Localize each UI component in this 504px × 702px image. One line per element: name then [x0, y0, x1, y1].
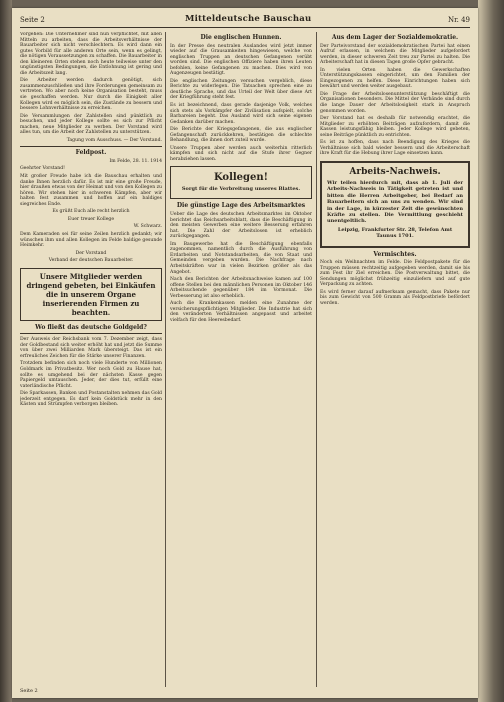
kollegen-title: Kollegen!	[213, 172, 269, 184]
thanks-text: Dem Kameraden sei für seine Zeilen herzlich gedankt; wir wünschen ihm und allen Kollegen im Felde baldige gesunde Heimkehr.	[20, 231, 162, 249]
article-text: Die Frage der Arbeitslosenunterstützung beschäftigt die Organisationen besonders. Die Mittel der Verbände sind durch die lange Dauer der Arbeitslosigkeit stark in Anspruch genommen worden.	[320, 91, 470, 114]
binding-edge	[0, 0, 12, 702]
feldpost-text: Mit großer Freude habe ich die Bauschau erhalten und danke Ihnen herzlich dafür. Es ist mir eine große Freude, hier draußen etwas von der Heimat und von den Kollegen zu hören. Wir stehen hier in schweren Kämpfen, aber wir halten fest zusammen und hoffen auf ein baldiges siegreiches Ende.	[20, 174, 162, 207]
ad-text: Wir teilen hierdurch mit, dass ab 1. Juli der Arbeits-Nachweis in Tätigkeit getreten ist und bitten die Herren Arbeitgeber, bei Bedarf an Bauarbeitern sich an uns zu wenden. Wir sind in der Lage, in kürzester Zeit die gewünschten Kräfte zu stellen. Die Vermittlung geschieht unentgeltlich.	[327, 179, 463, 225]
article-text: In vielen Orten haben die Gewerkschaften Unterstützungskassen eingerichtet, um den Familien der Eingezogenen zu helfen. Diese Einrichtungen haben sich bewährt und werden weiter ausgebaut.	[320, 67, 470, 90]
footer-page-number: Seite 2	[20, 688, 38, 694]
article-text: Der Parteivorstand der sozialdemokratischen Partei hat einen Aufruf erlassen, in welchem die Mitglieder aufgefordert werden, in dieser schweren Zeit treu zur Partei zu halten. Die Arbeiterschaft hat in diesen Tagen große Opfer gebracht.	[320, 43, 470, 66]
column-2	[170, 32, 312, 692]
header-page-number: Seite 2	[20, 16, 45, 24]
article-text: Der Vorstand hat es deshalb für notwendig erachtet, die Mitglieder zu erhöhten Beiträgen aufzufordern, damit die Kassen leistungsfähig bleiben. Jeder Kollege wird gebeten, seine Beiträge pünktlich zu entrichten.	[320, 116, 470, 138]
column-rule-1	[165, 32, 166, 687]
members-notice-box: Unsere Mitglieder werden dringend gebeten, bei Einkäufen die in unserem Organe inserierenden Firmen zu beachten.	[20, 268, 162, 321]
article-text: Die Versammlungen der Zahlstellen sind pünktlich zu besuchen, und jeder Kollege sollte es sich zur Pflicht machen, neue Mitglieder zu werben. Der Vorstand wird alles tun, um die Arbeit der Zahlstellen zu unterstützen.	[20, 113, 162, 136]
gold-article-title: Wo fließt das deutsche Goldgeld?	[35, 323, 147, 331]
ad-address: Leipzig, Frankfurter Str. 28, Telefon Amt Taunus 1701.	[337, 226, 453, 240]
sozialdemokratie-title: Aus dem Lager der Sozialdemokratie.	[331, 34, 459, 41]
article-text: Es ist zu hoffen, dass nach Beendigung des Krieges die Verhältnisse sich bald wieder bessern und die Arbeiterschaft ihre Kraft für die Hebung ihrer Lage einsetzen kann.	[320, 140, 470, 157]
page-edge	[478, 0, 504, 702]
vermischtes-title: Vermischtes.	[373, 250, 417, 258]
article-text: Der Ausweis der Reichsbank vom 7. Dezember zeigt, dass der Goldbestand sich weiter erhöht hat und jetzt die Summe von über zwei Milliarden Mark übersteigt. Das ist ein erfreuliches Zeichen für die Stärke unserer Finanzen.	[20, 337, 162, 359]
feldpost-signature: Euer treuer Kollege	[67, 216, 115, 222]
column-rule-2	[316, 32, 317, 687]
feldpost-close: Es grüßt Euch alle recht herzlich	[52, 209, 130, 215]
article-text: Die Arbeiter werden dadurch genötigt, sich zusammenzuschließen und ihre Forderungen gemeinsam zu vertreten. Wo aber noch keine Organisation besteht, muss sie geschaffen werden. Nur durch die Einigkeit aller Kollegen wird es möglich sein, die Zustände zu bessern und bessere Lohnverhältnisse zu erreichen.	[20, 78, 162, 112]
article-text: Die Berichte der Kriegsgefangenen, die aus englischer Gefangenschaft zurückkehren, bestätigen die schlechte Behandlung, die ihnen dort zuteil wurde.	[170, 127, 312, 144]
hunnen-title: Die englischen Hunnen.	[200, 34, 282, 41]
ad-title: Arbeits-Nachweis.	[349, 166, 441, 177]
article-text: Trotzdem befinden sich noch viele Hunderte von Millionen Goldmark im Privatbesitz. Wer noch Gold zu Hause hat, sollte es umgehend bei der nächsten Kasse gegen Papiergeld umtauschen. Jeder, der dies tut, erfüllt eine vaterländische Pflicht.	[20, 361, 162, 389]
divider	[20, 333, 162, 334]
feldpost-greeting: Geehrter Vorstand!	[20, 166, 66, 172]
arbeits-nachweis-ad	[320, 161, 470, 248]
article-text: Es ist bezeichnend, dass gerade dasjenige Volk, welches sich stets als Vorkämpfer der Zivilisation aufspielt, solche Barbareien begeht. Das Ausland wird sich seine eigenen Gedanken darüber machen.	[170, 103, 312, 125]
article-text: Nach den Berichten der Arbeitsnachweise kamen auf 100 offene Stellen bei den männlichen Personen im Oktober 146 Arbeitsuchende gegenüber 184 im Vormonat. Die Verbesserung ist also erheblich.	[170, 277, 312, 299]
article-text: Unsere Truppen aber werden auch weiterhin ritterlich kämpfen und sich nicht auf die Stufe ihrer Gegner herabziehen lassen.	[170, 145, 312, 162]
arbeitsmarkt-title: Die günstige Lage des Arbeitsmarktes	[176, 202, 306, 210]
kollegen-subtitle: Sorgt für die Verbreitung unseres Blattes.	[181, 186, 301, 193]
masthead-title: Mitteldeutsche Bauschau	[185, 14, 312, 24]
article-text: Die englischen Zeitungen versuchen vergeblich, diese Berichte zu widerlegen. Die Tatsachen sprechen eine zu deutliche Sprache, und das Urteil der Welt über diese Art der Kriegführung steht fest.	[170, 78, 312, 101]
thanks-organization: Verband der deutschen Bauarbeiter.	[48, 258, 134, 264]
page-header	[20, 12, 470, 28]
divider	[20, 146, 162, 147]
article-text: Vorgehen: Die Unternehmer sind nun verpflichtet, mit allen Mitteln zu arbeiten, dass die Arbeitsverhältnisse der Bauarbeiter sich nicht verschlechtern. Es wird dann ein gutes Vorbild für alle anderen Orte sein, wenn es gelingt, die nötigen Voraussetzungen zu schaffen. Die Bauarbeiter in den kleineren Orten stehen noch heute teilweise unter den ungünstigsten Bedingungen, die Entlohnung ist gering und die Arbeitszeit lang.	[20, 32, 162, 76]
thanks-signature: Der Vorstand	[75, 250, 107, 256]
article-text: Ueber die Lage des deutschen Arbeitsmarktes im Oktober berichtet das Reichsarbeitsblatt, dass die Beschäftigung in den meisten Gewerben eine weitere Besserung erfahren hat. Die Zahl der Arbeitslosen ist erheblich zurückgegangen.	[170, 212, 312, 240]
article-text: Noch ein Weihnachten im Felde. Die Feldpostpakete für die Truppen müssen rechtzeitig aufgegeben werden, damit sie bis zum Fest ihr Ziel erreichen. Die Postverwaltung bittet, die Sendungen möglichst frühzeitig einzuliefern und auf gute Verpackung zu achten.	[320, 260, 470, 288]
column-1	[20, 32, 162, 692]
kollegen-box	[170, 166, 312, 199]
feldpost-title: Feldpost.	[75, 149, 107, 157]
header-issue-number: Nr. 49	[447, 16, 470, 24]
article-text: Auch die Krankenkassen melden eine Zunahme der versicherungspflichtigen Mitglieder. Die Industrie hat sich den veränderten Verhältnissen angepasst und arbeitet vielfach für den Heeresbedarf.	[170, 301, 312, 323]
article-text: Die Sparkassen, Banken und Postanstalten nehmen das Gold jederzeit entgegen. Es darf kein Goldstück mehr in den Kästen und Strümpfen verborgen bleiben.	[20, 391, 162, 408]
article-text: Es wird ferner darauf aufmerksam gemacht, dass Pakete nur bis zum Gewicht von 500 Gramm als Feldpostbriefe befördert werden.	[320, 289, 470, 306]
article-text: Im Baugewerbe hat die Beschäftigung ebenfalls zugenommen, namentlich durch die Ausführung von Erdarbeiten und Notstandsarbeiten, die von Staat und Gemeinden vergeben wurden. Die Nachfrage nach Arbeitskräften war in vielen Bezirken größer als das Angebot.	[170, 241, 312, 275]
column-3	[320, 32, 470, 692]
newspaper-page	[12, 8, 478, 698]
feldpost-date: Im Felde, 28. 11. 1914	[109, 158, 162, 164]
article-signature: Tagung vom Ausschuss. — Der Vorstand.	[66, 137, 162, 143]
feldpost-name: W. Schwarz.	[133, 224, 162, 230]
article-text: In der Presse des neutralen Auslandes wird jetzt immer wieder auf die Grausamkeiten hingewiesen, welche von englischen Truppen an deutschen Gefangenen verübt worden sind. Die englischen Offiziere haben ihren Leuten befohlen, keine Gefangenen zu machen. Dies wird von Augenzeugen bestätigt.	[170, 43, 312, 77]
